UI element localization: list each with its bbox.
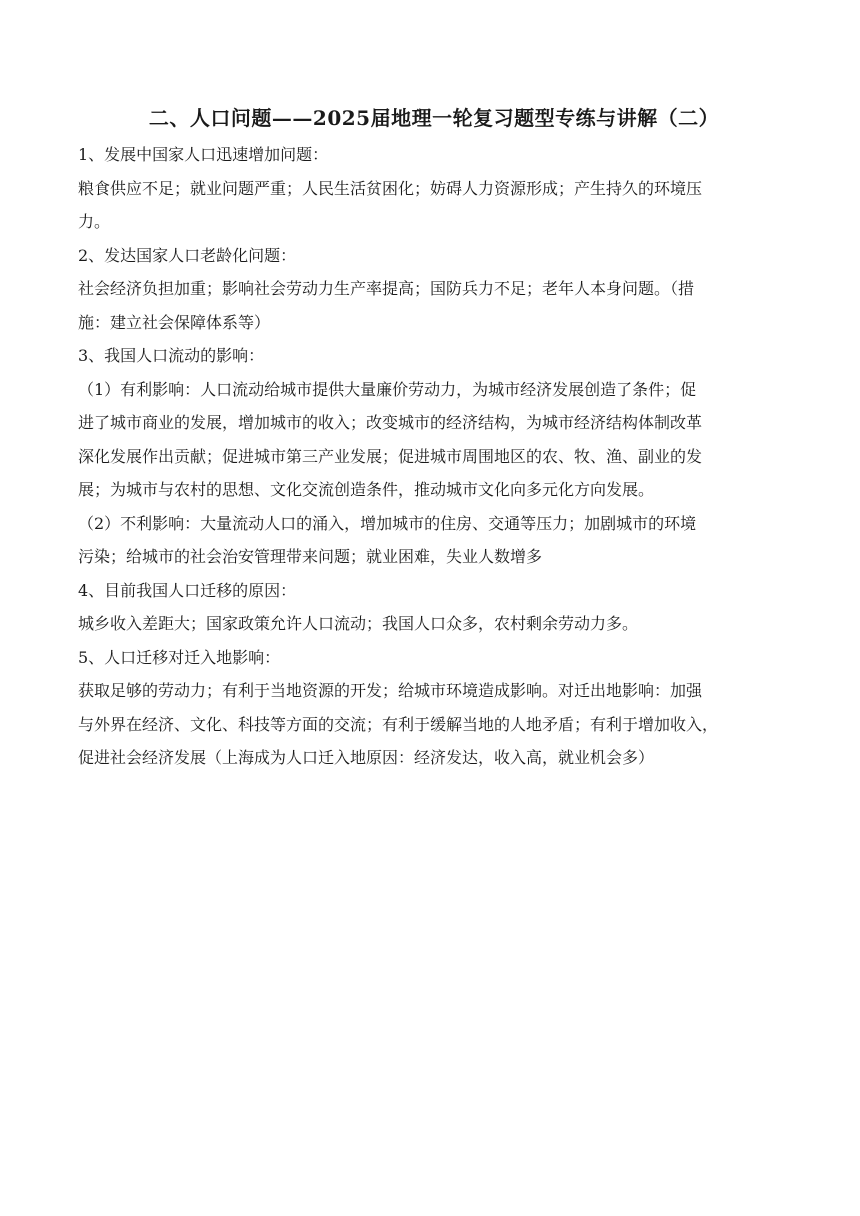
- section-5-text-line-2: 与外界在经济、文化、科技等方面的交流；有利于缓解当地的人地矛盾；有利于增加收入，: [78, 714, 719, 734]
- section-3-heading: 3、我国人口流动的影响：: [78, 346, 265, 365]
- document-page: [78, 100, 790, 775]
- section-2-text-line-2: 施：建立社会保障体系等）: [78, 312, 271, 332]
- section-3-positive-line-2: 进了城市商业的发展，增加城市的收入；改变城市的经济结构，为城市经济结构体制改革: [78, 413, 703, 432]
- section-4-heading: 4、目前我国人口迁移的原因：: [78, 580, 297, 600]
- section-4-text-line-1: 城乡收入差距大；国家政策允许人口流动；我国人口众多，农村剩余劳动力多。: [78, 614, 639, 633]
- section-2-text-line-1: 社会经济负担加重；影响社会劳动力生产率提高；国防兵力不足；老年人本身问题。（措: [78, 279, 695, 298]
- section-3-positive-line-1: （1）有利影响：人口流动给城市提供大量廉价劳动力，为城市经济发展创造了条件；促: [78, 379, 697, 399]
- section-5-text-line-3: 促进社会经济发展（上海成为人口迁入地原因：经济发达，收入高，就业机会多）: [78, 748, 655, 767]
- section-3-positive-line-4: 展；为城市与农村的思想、文化交流创造条件，推动城市文化向多元化方向发展。: [78, 480, 655, 499]
- section-3-negative-line-2: 污染；给城市的社会治安管理带来问题；就业困难，失业人数增多: [78, 547, 543, 566]
- section-5-heading: 5、人口迁移对迁入地影响：: [78, 647, 281, 667]
- section-5-text-line-1: 获取足够的劳动力；有利于当地资源的开发；给城市环境造成影响。对迁出地影响：加强: [78, 681, 703, 700]
- section-1-text-line-1: 粮食供应不足；就业问题严重；人民生活贫困化；妨碍人力资源形成；产生持久的环境压: [78, 178, 703, 198]
- section-1-heading: 1、发展中国家人口迅速增加问题：: [78, 145, 329, 164]
- section-3-negative-line-1: （2）不利影响：大量流动人口的涌入，增加城市的住房、交通等压力；加剧城市的环境: [78, 513, 697, 533]
- section-2-heading: 2、发达国家人口老龄化问题：: [78, 245, 297, 265]
- section-3-positive-line-3: 深化发展作出贡献；促进城市第三产业发展；促进城市周围地区的农、牧、渔、副业的发: [78, 446, 703, 466]
- document-title: 二、人口问题——2025届地理一轮复习题型专练与讲解（二）: [148, 106, 720, 130]
- section-1-text-line-2: 力。: [78, 212, 111, 231]
